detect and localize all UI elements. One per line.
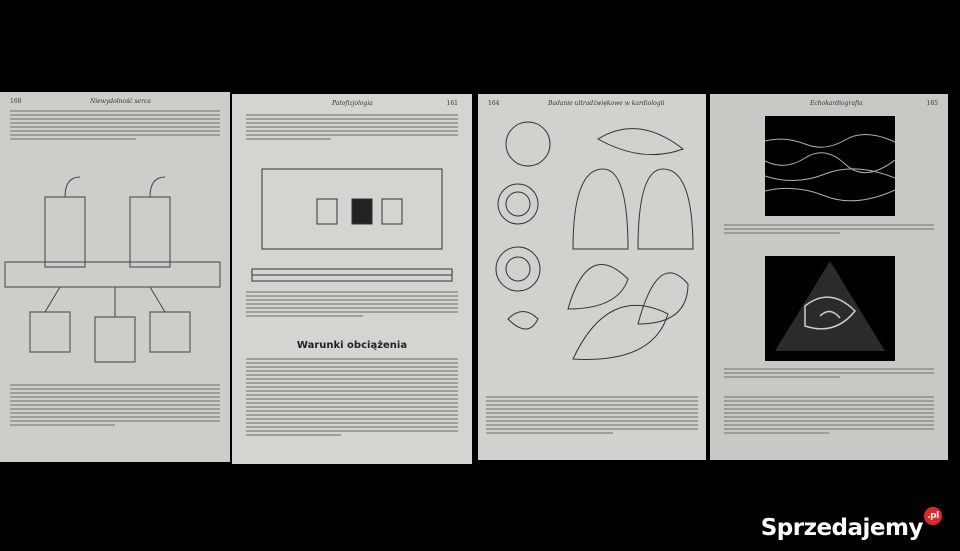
- body-text: [232, 356, 472, 438]
- watermark-brand: Sprzedajemy: [760, 515, 923, 541]
- book-page-right-left: [478, 94, 706, 460]
- page-number: 165: [926, 100, 938, 107]
- section-heading: Warunki obciążenia: [296, 340, 408, 351]
- m-mode-echo-image: [765, 116, 895, 216]
- page-number: 160: [10, 98, 22, 105]
- figure-caption: [0, 382, 230, 428]
- page-number: 161: [446, 100, 458, 107]
- body-text: [710, 394, 948, 436]
- book-page-right: [710, 94, 948, 460]
- page-header: Patofizjologia: [332, 100, 373, 107]
- body-text: [0, 108, 230, 142]
- book-page-left: [0, 92, 230, 462]
- page-header: Badanie ultradźwiękowe w kardiologii: [548, 100, 665, 107]
- calcium-diagram: [232, 159, 472, 289]
- page-header: Niewydolność serca: [90, 98, 151, 105]
- watermark-logo: [760, 511, 942, 541]
- figure-caption: [478, 394, 706, 436]
- receptor-diagram: [0, 167, 230, 377]
- page-header: Echokardiografia: [810, 100, 863, 107]
- heart-sections-figure: [478, 109, 706, 394]
- book-page-middle: [232, 94, 472, 464]
- two-d-echo-image: [765, 256, 895, 361]
- figure-caption: [232, 289, 472, 319]
- figure-caption: [710, 222, 948, 236]
- body-text: [232, 112, 472, 142]
- figure-caption: [710, 366, 948, 380]
- watermark-suffix: .pl: [924, 507, 942, 525]
- page-number: 164: [488, 100, 500, 107]
